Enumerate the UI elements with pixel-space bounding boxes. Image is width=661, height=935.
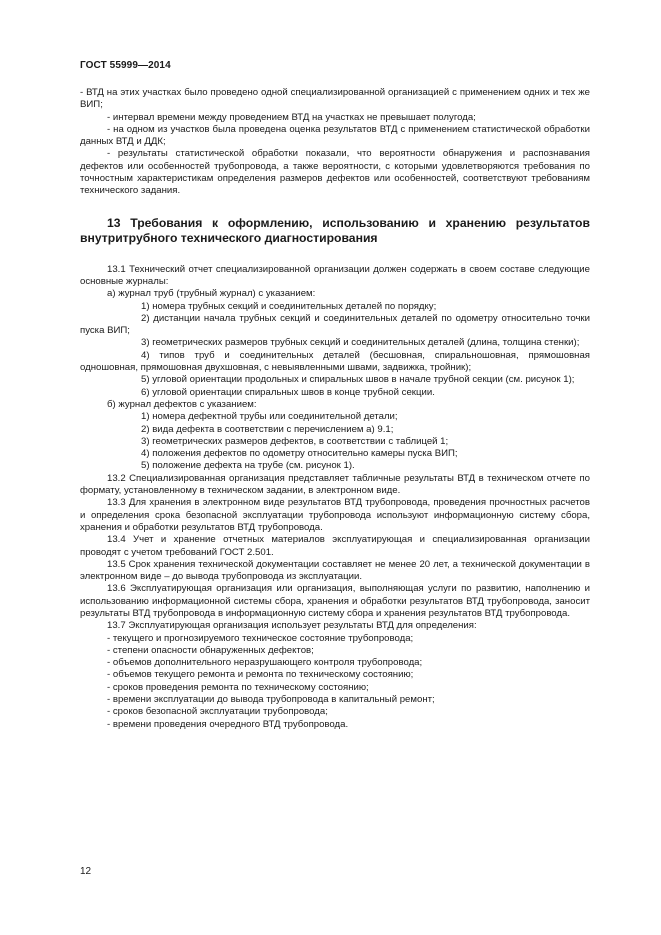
clause-13-6: 13.6 Эксплуатирующая организация или организация, выполняющая услуги по развитию, наполнению и использованию информационной системы сбора, хранения и обработки результатов ВТД трубопровода, заносит результаты ВТД трубопровода в информационную систему сбора и хранения результатов ВТД трубопровода. [80, 583, 590, 619]
list-b-item: 5) положение дефекта на трубе (см. рисунок 1). [141, 460, 355, 472]
list-a-item: 3) геометрических размеров трубных секций и соединительных деталей (длина, толщина стенки); [141, 337, 580, 349]
page-number: 12 [80, 866, 92, 877]
list-a-item: 5) угловой ориентации продольных и спиральных швов в начале трубной секции (см. рисунок 1); [141, 374, 575, 386]
list-b-item: 2) вида дефекта в соответствии с перечислением а) 9.1; [141, 423, 394, 435]
list-a-item: 6) угловой ориентации спиральных швов в конце трубной секции. [141, 386, 435, 398]
list-b-item: 4) положения дефектов по одометру относительно камеры пуска ВИП; [141, 448, 458, 460]
clause-13-3: 13.3 Для хранения в электронном виде результатов ВТД трубопровода, проведения прочностных расчетов и определения срока безопасной эксплуатации трубопровода используют информационную систему сбора, хранения и обработки результатов ВТД трубопровода. [80, 497, 590, 533]
clause-13-7-item: - сроков проведения ремонта по техническому состоянию; [107, 681, 369, 693]
intro-item: - результаты статистической обработки показали, что вероятности обнаружения и распознавания дефектов или особенностей трубопровода, а также вероятности, с которыми удовлетворяются требования по точностным характеристикам определения размеров дефектов или особенностей, соответствуют требованиям технического задания. [80, 148, 590, 197]
list-b-item: 1) номера дефектной трубы или соединительной детали; [141, 411, 398, 423]
clause-13-7-item: - сроков безопасной эксплуатации трубопровода; [107, 706, 328, 718]
clause-13-7-item: - времени эксплуатации до вывода трубопровода в капитальный ремонт; [107, 694, 435, 706]
clause-13-5: 13.5 Срок хранения технической документации составляет не менее 20 лет, а технической документации в электронном виде – до вывода трубопровода из эксплуатации. [80, 558, 590, 583]
clause-13-7-item: - времени проведения очередного ВТД трубопровода. [107, 718, 349, 730]
list-a-item: 2) дистанции начала трубных секций и соединительных деталей по одометру относительно точки пуска ВИП; [80, 312, 590, 337]
intro-item: - интервал времени между проведением ВТД на участках не превышает полугода; [107, 111, 476, 123]
clause-13-2: 13.2 Специализированная организация представляет табличные результаты ВТД в техническом отчете по формату, установленному в техническом задании, в электронном виде. [80, 472, 590, 497]
list-a-item: 1) номера трубных секций и соединительных деталей по порядку; [141, 300, 437, 312]
section-title: 13 Требования к оформлению, использованию и хранению результатов внутритрубного технического диагностирования [80, 215, 590, 245]
intro-item: - на одном из участков была проведена оценка результатов ВТД с применением статистической обработки данных ВТД и ДДК; [80, 123, 590, 148]
clause-13-7: 13.7 Эксплуатирующая организация использует результаты ВТД для определения: [107, 620, 477, 632]
clause-13-1: 13.1 Технический отчет специализированной организации должен содержать в своем составе следующие основные журналы: [80, 263, 590, 287]
page-content [80, 87, 590, 731]
list-b-item: 3) геометрических размеров дефектов, в соответствии с таблицей 1; [141, 435, 449, 447]
list-b-label: б) журнал дефектов с указанием: [107, 398, 257, 410]
clause-13-7-item: - текущего и прогнозируемого техническое состояние трубопровода; [107, 632, 414, 644]
clause-13-7-item: - объемов дополнительного неразрушающего контроля трубопровода; [107, 657, 423, 669]
clause-13-4: 13.4 Учет и хранение отчетных материалов эксплуатирующая и специализированная организации проводят с учетом требований ГОСТ 2.501. [80, 534, 590, 558]
list-a-label: а) журнал труб (трубный журнал) с указанием: [107, 288, 316, 300]
clause-13-7-item: - объемов текущего ремонта и ремонта по техническому состоянию; [107, 669, 414, 681]
document-header: ГОСТ 55999—2014 [80, 60, 171, 71]
list-a-item: 4) типов труб и соединительных деталей (бесшовная, спиральношовная, прямошовная одношовная, прямошовная двухшовная, с невыявленными швами, задвижка, тройник); [80, 349, 590, 374]
clause-13-7-item: - степени опасности обнаруженных дефектов; [107, 644, 314, 656]
intro-item: - ВТД на этих участках было проведено одной специализированной организацией с применением одних и тех же ВИП; [80, 87, 590, 111]
